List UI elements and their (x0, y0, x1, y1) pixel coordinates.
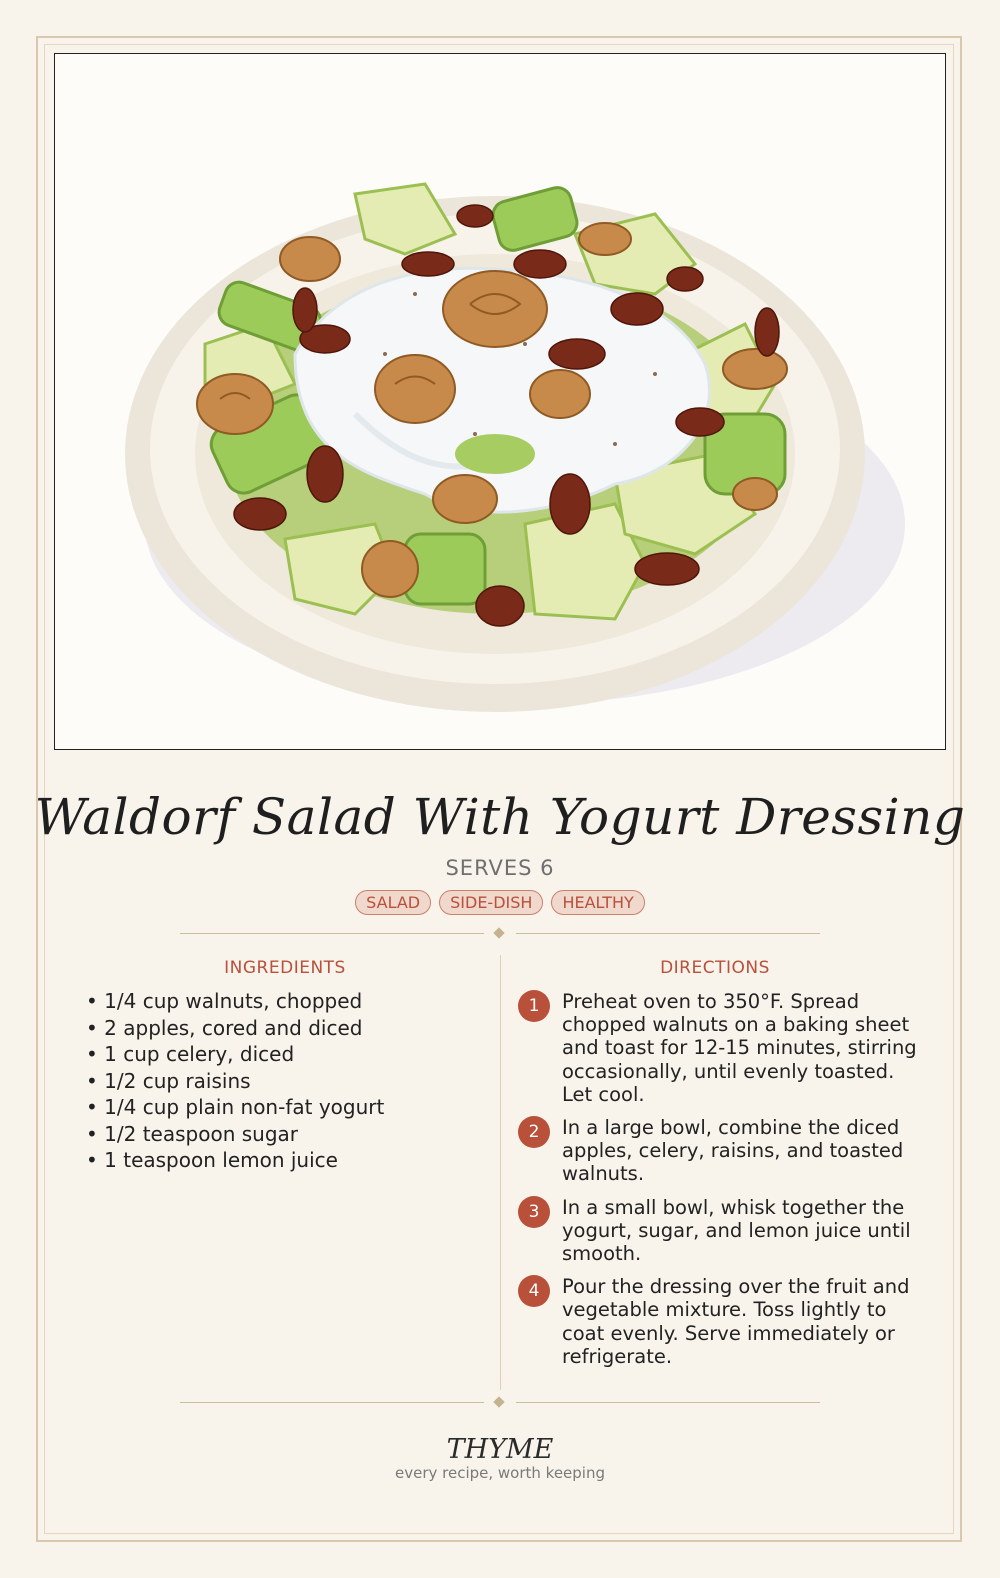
tag-salad[interactable]: SALAD (355, 890, 431, 915)
step-number: 2 (518, 1116, 550, 1148)
ingredient-item: • 1/2 cup raisins (86, 1068, 466, 1095)
step-text: In a small bowl, whisk together the yogurt, sugar, and lemon juice until smooth. (562, 1195, 911, 1266)
brand-tagline: every recipe, worth keeping (394, 1464, 605, 1482)
step-text: Preheat oven to 350°F. Spread chopped walnuts on a baking sheet and toast for 12-15 minutes, stirring occasionally, until evenly toasted. Let cool. (562, 990, 917, 1106)
directions-list (518, 990, 918, 1378)
step-number: 1 (518, 990, 550, 1022)
ingredients-heading: INGREDIENTS (224, 958, 346, 978)
ingredient-item: • 1 cup celery, diced (86, 1041, 466, 1068)
serves-label: SERVES 6 (445, 856, 555, 880)
top-divider (180, 926, 820, 942)
tag-list (0, 890, 1000, 915)
direction-step (518, 1116, 918, 1186)
tag-healthy[interactable]: HEALTHY (551, 890, 644, 915)
recipe-title: Waldorf Salad With Yogurt Dressing (34, 788, 966, 846)
ingredient-item: • 1/4 cup plain non-fat yogurt (86, 1094, 466, 1121)
column-separator (500, 955, 501, 1390)
direction-step (518, 1275, 918, 1368)
directions-heading: DIRECTIONS (660, 958, 770, 978)
step-number: 3 (518, 1196, 550, 1228)
diamond-ornament-icon (493, 927, 504, 938)
bottom-divider (180, 1395, 820, 1411)
step-text: In a large bowl, combine the diced apples, celery, raisins, and toasted walnuts. (562, 1116, 904, 1186)
step-text: Pour the dressing over the fruit and vegetable mixture. Toss lightly to coat evenly. Serve immediately or refrigerate. (562, 1275, 910, 1368)
ingredient-item: • 1/2 teaspoon sugar (86, 1121, 466, 1148)
ingredients-list (86, 988, 466, 1174)
ingredient-item: • 2 apples, cored and diced (86, 1015, 466, 1042)
brand-name: THYME (446, 1434, 554, 1465)
direction-step (518, 990, 918, 1106)
ingredient-item: • 1 teaspoon lemon juice (86, 1147, 466, 1174)
step-number: 4 (518, 1275, 550, 1307)
recipe-photo (54, 53, 946, 750)
ingredient-item: • 1/4 cup walnuts, chopped (86, 988, 466, 1015)
direction-step (518, 1196, 918, 1266)
tag-side-dish[interactable]: SIDE-DISH (439, 890, 543, 915)
diamond-ornament-icon (493, 1396, 504, 1407)
